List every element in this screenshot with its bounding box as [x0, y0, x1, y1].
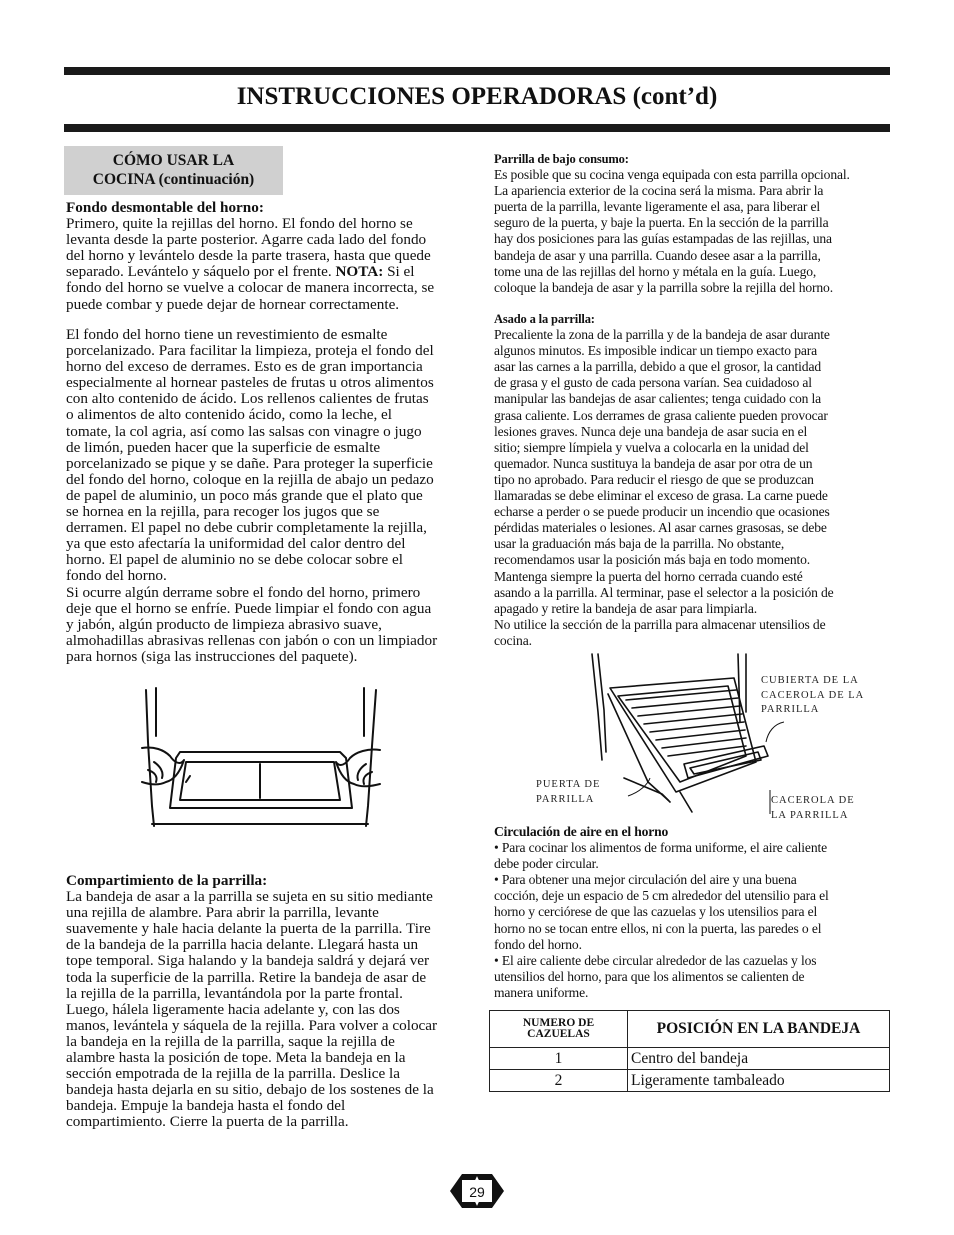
circulacion-line: • El aire caliente debe circular alrededor de las cazuelas y los: [494, 952, 817, 968]
fondo-line: del horno y levántelo desde la parte trasera, hasta que quede: [66, 247, 431, 265]
label-puerta: [536, 778, 600, 807]
header-posicion: POSICIÓN EN LA BANDEJA: [628, 1011, 890, 1048]
fondo-line-nota: [66, 264, 482, 280]
fondo-p2-line: Si ocurre algún derrame sobre el fondo del horno, primero: [66, 583, 421, 601]
bajo-consumo-line: La apariencia exterior de la cocina será la misma. Para abrir la: [494, 183, 824, 199]
compartimiento-line: La bandeja de asar a la parrilla se sujeta en su sitio mediante: [66, 888, 433, 906]
fondo-p2-line: horno. El papel de aluminio no se debe colocar sobre el: [66, 551, 403, 569]
bajo-consumo-line: hay dos posiciones para las guías estampadas de las rejillas, una: [494, 231, 832, 247]
bajo-consumo-heading: Parrilla de bajo consumo:: [494, 152, 629, 166]
fondo-p2-line: con alto contenido de ácido. Los rellenos calientes de frutas: [66, 390, 429, 408]
compartimiento-line: sección empotrada de la rejilla de la parrilla. Deslice la: [66, 1065, 400, 1083]
bajo-consumo-line: seguro de la puerta, y baje la puerta. En la sección de la parrilla: [494, 215, 829, 231]
asado-line: asando a la parrilla. Al terminar, pase el selector a la posición de: [494, 584, 834, 600]
compartimiento-section: [66, 873, 482, 1131]
asado-line: cocina.: [494, 632, 532, 648]
table-cell-num: 1: [490, 1048, 628, 1070]
fondo-p2-line: almohadillas abrasivas rellenas con jabón o con un limpiador: [66, 631, 438, 649]
compartimiento-line: manos, levántela y sáquela de la rejilla. Para volver a colocar: [66, 1016, 438, 1034]
label-line: CACEROLA DE: [771, 795, 855, 806]
compartimiento-line: tope temporal. Siga halando y la bandeja saldrá y dejará ver: [66, 952, 430, 970]
compartimiento-line: la bandeja en la rejilla de la parrilla, saque la rejilla de: [66, 1032, 395, 1050]
fondo-line: levanta desde la parte posterior. Agarre cada lado del fondo: [66, 231, 427, 249]
circulacion-line: fondo del horno.: [494, 936, 582, 952]
fondo-p2-line: se hornea en la rejilla, para recoger los jugos que se: [66, 503, 380, 521]
compartimiento-line: alambre hasta la posición de tope. Meta la bandeja en la: [66, 1049, 406, 1067]
page-number: 29: [469, 1184, 485, 1200]
bajo-consumo-line: tome una de las rejillas del horno y métala en la guía. Luego,: [494, 263, 817, 279]
asado-line: lesiones graves. Nunca deje una bandeja de asar sucia en el: [494, 423, 808, 439]
positions-table: [489, 1010, 890, 1092]
compartimiento-line: suavemente y hale hacia delante la puerta de la parrilla. Tire: [66, 920, 431, 938]
page-title: INSTRUCCIONES OPERADORAS (cont’d): [236, 83, 718, 110]
asado-line: de grasa y el gusto de cada persona varían. Sea cuidadoso al: [494, 375, 812, 391]
table-cell-num: 2: [490, 1070, 628, 1092]
header-numero-cazuelas: NUMERO DE CAZUELAS: [490, 1011, 628, 1048]
asado-heading: Asado a la parrilla:: [494, 312, 595, 326]
label-line: CUBIERTA DE LA: [761, 675, 859, 686]
asado-line: pérdidas materiales o lesiones. Al asar carnes grasosas, se debe: [494, 520, 827, 536]
compartimiento-line: de la bandeja de la parrilla hacia delante. Llegará hasta un: [66, 936, 419, 954]
asado-section: [494, 311, 890, 649]
compartimiento-line: Luego, hálela ligeramente hacia adelante y, con las dos: [66, 1000, 400, 1018]
circulacion-line: • Para cocinar los alimentos de forma uniforme, el aire caliente: [494, 840, 827, 856]
compartimiento-line: una rejilla de alambre. Para abrir la parrilla, levante: [66, 904, 379, 922]
table-cell-pos: Ligeramente tambaleado: [628, 1070, 890, 1092]
label-cubierta: [761, 674, 864, 718]
asado-line: Precaliente la zona de la parrilla y de la bandeja de asar durante: [494, 327, 830, 343]
table-header-row: [490, 1011, 890, 1048]
circulacion-line: manera uniforme.: [494, 984, 589, 1000]
fondo-line: fondo del horno se vuelve a colocar de manera incorrecta, se: [66, 279, 435, 297]
bajo-consumo-line: puerta de la parrilla, levante ligeramente el asa, para liberar el: [494, 199, 820, 215]
asado-line: Mantenga siempre la puerta del horno cerrada cuando esté: [494, 568, 803, 584]
label-line: PUERTA DE: [536, 779, 601, 790]
title-bottom-rule: [64, 124, 890, 132]
section-heading-line1: CÓMO USAR LA: [112, 152, 235, 169]
nota-label: NOTA:: [335, 263, 384, 281]
fondo-p2-line: del fondo del horno, coloque en la rejilla de abajo un pedazo: [66, 470, 434, 488]
bajo-consumo-line: bandeja de asar y una parrilla. Cuando desee asar a la parrilla,: [494, 247, 821, 263]
nota-after: Si el: [383, 263, 415, 281]
table-row: [490, 1070, 890, 1092]
compartimiento-line: compartimiento. Cierre la puerta de la parrilla.: [66, 1113, 349, 1131]
fondo-line: Primero, quite la rejillas del horno. El fondo del horno se: [66, 215, 413, 233]
fondo-p2-line: fondo del horno.: [66, 567, 167, 585]
compartimiento-line: toda la superficie de la parrilla. Retire la bandeja de asar de: [66, 968, 427, 986]
fondo-p2-line: de limón, pueden hacer que la superficie de esmalte: [66, 438, 381, 456]
circulacion-line: horno no se tocan entre ellos, ni con la puerta, las paredes o el: [494, 920, 822, 936]
bajo-consumo-section: [494, 151, 890, 296]
fondo-p2-line: para hornos (siga las instrucciones del paquete).: [66, 647, 358, 665]
fondo-p2-line: El fondo del horno tiene un revestimiento de esmalte: [66, 326, 388, 343]
compartimiento-line: la rejilla de la parrilla, levantándola por la parte frontal.: [66, 984, 403, 1002]
label-cacerola: [771, 794, 855, 823]
fondo-p2-line: derramen. El papel no debe cubrir completamente la rejilla,: [66, 519, 427, 537]
asado-line: usar la graduación más baja de la parrilla. No obstante,: [494, 536, 785, 552]
compartimiento-line: bandeja. Empuje la bandeja hasta el fondo del: [66, 1097, 346, 1115]
fondo-line: puede combar y puede dejar de hornear correctamente.: [66, 295, 400, 313]
label-line: PARRILLA: [761, 704, 820, 715]
fondo-p2-line: porcelanizado se pique y se dañe. Para proteger la superficie: [66, 454, 433, 472]
fondo-p2-line: deje que el horno se enfríe. Puede limpiar el fondo con agua: [66, 599, 432, 617]
oven-bottom-illustration: [140, 686, 382, 841]
fondo-section: [66, 200, 482, 313]
fondo-p2-line: especialmente al hornear pasteles de frutas u otros alimentos: [66, 374, 434, 392]
fondo-p2-line: o alimentos de alto contenido ácido, como la leche, el: [66, 406, 392, 424]
asado-line: sitio; siempre límpiela y vuelva a colocarla en la unidad del: [494, 439, 809, 455]
table-cell-pos: Centro del bandeja: [628, 1048, 890, 1070]
fondo-p2-line: porcelanizado. Para facilitar la limpieza, proteja el fondo del: [66, 342, 434, 360]
fondo-heading: Fondo desmontable del horno:: [66, 199, 264, 216]
asado-line: echarse a perder o se puede producir un incendio que ocasiones: [494, 504, 830, 520]
asado-line: recomendamos usar la posición más baja en todo momento.: [494, 552, 811, 568]
fondo-p2-line: tomate, la col agria, así como las salsas con vinagre o jugo: [66, 422, 422, 440]
section-heading-line2: COCINA (continuación): [92, 171, 255, 188]
label-line: PARRILLA: [536, 793, 595, 805]
fondo-paragraph-2: [66, 327, 482, 665]
circulacion-section: [494, 824, 890, 1001]
broiler-drawer-illustration: [588, 652, 784, 820]
circulacion-heading: Circulación de aire en el horno: [494, 824, 669, 839]
compartimiento-heading: Compartimiento de la parrilla:: [66, 872, 268, 889]
bajo-consumo-line: Es posible que su cocina venga equipada con esta parrilla opcional.: [494, 167, 850, 183]
asado-line: asar las carnes a la parrilla, debido a que el grosor, la cantidad: [494, 359, 821, 375]
circulacion-line: debe poder circular.: [494, 856, 599, 872]
asado-line: quemador. Nunca sustituya la bandeja de asar por otra de un: [494, 455, 813, 471]
bajo-consumo-line: coloque la bandeja de asar y la parrilla sobre la rejilla del horno.: [494, 279, 833, 295]
asado-line: grasa caliente. Los derrames de grasa caliente pueden provocar: [494, 407, 828, 423]
page-number-badge: [448, 1168, 506, 1214]
compartimiento-line: bandeja hasta dejarla en su sitio, debajo de los sostenes de la: [66, 1081, 434, 1099]
asado-line: apagado y retire la bandeja de asar para limpiarla.: [494, 600, 757, 616]
fondo-p2-line: de papel de aluminio, un poco más grande que el plato que: [66, 486, 423, 504]
top-rule: [64, 67, 890, 75]
asado-line: tipo no aprobado. Para reducir el riesgo de que se produzcan: [494, 471, 814, 487]
fondo-p2-line: y jabón, algún producto de limpieza abrasivo suave,: [66, 615, 382, 633]
section-heading-box: [64, 146, 283, 195]
fondo-p2-line: horno del exceso de derrames. Esto es de gran importancia: [66, 358, 423, 376]
label-line: LA PARRILLA: [771, 809, 849, 821]
circulacion-line: utensilios del horno, para que los alimentos se calienten de: [494, 968, 805, 984]
circulacion-line: cocción, deje un espacio de 5 cm alrededor del utensilio para el: [494, 888, 829, 904]
label-line: CACEROLA DE LA: [761, 689, 865, 701]
asado-line: llamaradas se debe eliminar el exceso de grasa. La carne puede: [494, 488, 828, 504]
circulacion-line: horno y cerciórese de que las cazuelas y los utensilios para el: [494, 904, 818, 920]
circulacion-line: • Para obtener una mejor circulación del aire y una buena: [494, 872, 797, 888]
asado-line: No utilice la sección de la parrilla para almacenar utensilios de: [494, 616, 826, 632]
asado-line: manipular las bandejas de asar calientes; tenga cuidado con la: [494, 391, 822, 407]
fondo-line-text: separado. Levántelo y sáquelo por el frente.: [66, 263, 336, 281]
fondo-p2-line: ya que esto afectaría la uniformidad del calor dentro del: [66, 535, 406, 553]
asado-line: algunos minutos. Es imposible indicar un tiempo exacto para: [494, 343, 817, 359]
table-row: [490, 1048, 890, 1070]
